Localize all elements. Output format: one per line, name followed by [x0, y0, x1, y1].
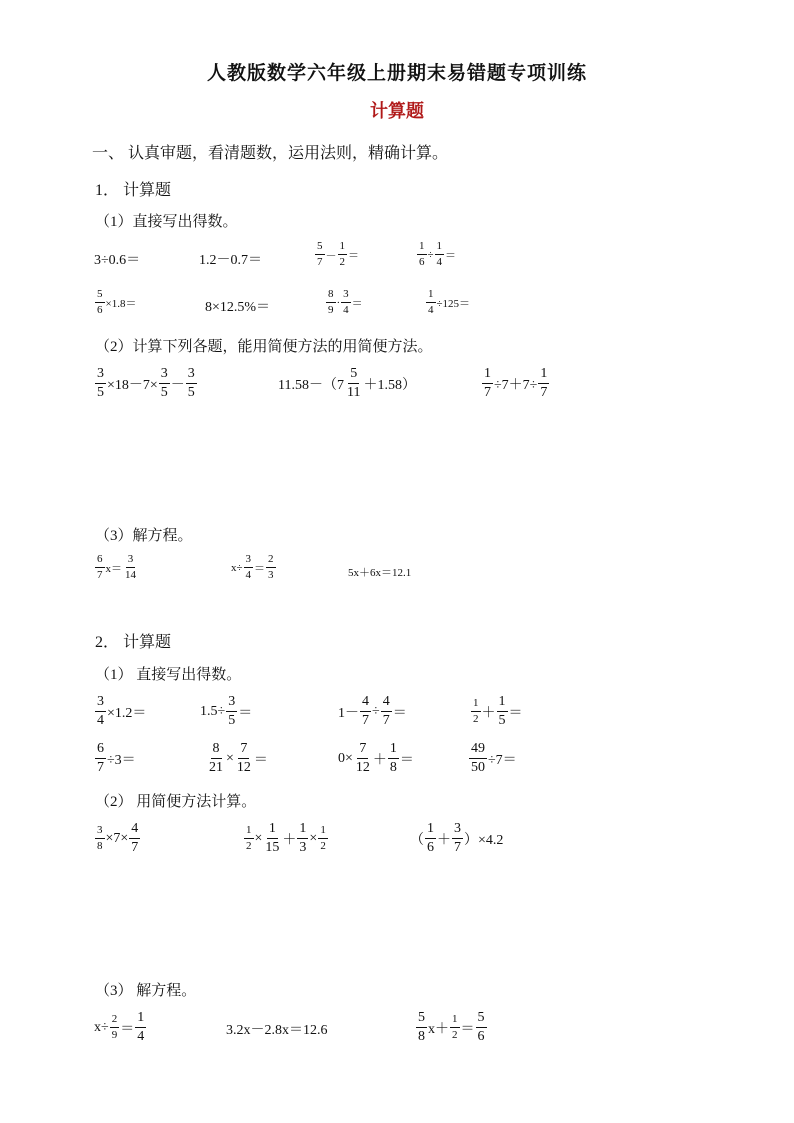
q2-calc-a: $\frac{3}{8}$ ×7× $\frac{4}{7}$: [97, 821, 139, 855]
q1-r1-c: $\frac{5}{7}$ － $\frac{1}{2}$ ＝: [317, 240, 359, 268]
page-subtitle: 计算题: [370, 101, 424, 121]
q2-calc-b: $\frac{1}{2}$ × $\frac{1}{15}$ ＋ $\frac{1}{3}$ × $\frac{1}{2}$: [246, 821, 326, 855]
q1-r2-d: $\frac{1}{4}$ ÷125＝: [428, 288, 471, 316]
q1-sub2-heading: （2）计算下列各题，能用简便方法的用简便方法。: [95, 339, 433, 355]
q1-eq-b: x÷ $\frac{3}{4}$ ＝ $\frac{2}{3}$: [231, 553, 274, 581]
q2-r1-a: $\frac{3}{4}$ ×1.2＝: [97, 694, 147, 728]
q1-r2-b: 8×12.5%＝: [205, 300, 271, 315]
q1-calc-b: 11.58－（7 $\frac{5}{11}$ ＋1.58）: [278, 366, 416, 400]
q2-r2-a: $\frac{6}{7}$ ÷3＝: [97, 741, 136, 775]
q2-sub1-heading: （1） 直接写出得数。: [95, 667, 242, 683]
q2-calc-c: （ $\frac{1}{6}$ ＋ $\frac{3}{7}$ ）×4.2: [410, 821, 504, 855]
q1-r1-b: 1.2－0.7＝: [199, 253, 262, 268]
q1-eq-c: 5x＋6x＝12.1: [348, 567, 412, 579]
q1-r2-c: $\frac{8}{9}$ · $\frac{3}{4}$ ＝: [328, 288, 363, 316]
q2-eq-c: $\frac{5}{8}$ x＋ $\frac{1}{2}$ ＝ $\frac{5}{6}$: [418, 1010, 485, 1044]
q2-r1-c: 1－ $\frac{4}{7}$ ÷ $\frac{4}{7}$ ＝: [338, 694, 407, 728]
q2-eq-b: 3.2x－2.8x＝12.6: [226, 1023, 328, 1038]
q2-r1-d: $\frac{1}{2}$ ＋ $\frac{1}{5}$ ＝: [473, 694, 523, 728]
q2-r2-d: $\frac{49}{50}$ ÷7＝: [471, 741, 517, 775]
q1-sub1-heading: （1）直接写出得数。: [95, 214, 238, 230]
q2-eq-a: x÷ $\frac{2}{9}$ ＝ $\frac{1}{4}$: [94, 1010, 145, 1044]
q2-r2-b: $\frac{8}{21}$ × $\frac{7}{12}$ ＝: [209, 741, 268, 775]
q2-sub3-heading: （3） 解方程。: [95, 983, 197, 999]
q2-r1-b: 1.5÷ $\frac{3}{5}$ ＝: [200, 694, 253, 728]
q1-r1-a: 3÷0.6＝: [94, 253, 141, 268]
q1-calc-a: $\frac{3}{5}$ ×18－7× $\frac{3}{5}$ － $\frac{3}{5}$: [97, 366, 195, 400]
q1-sub3-heading: （3）解方程。: [95, 528, 193, 544]
q1-calc-c: $\frac{1}{7}$ ÷7＋7÷ $\frac{1}{7}$: [484, 366, 548, 400]
page-title: 人教版数学六年级上册期末易错题专项训练: [206, 63, 587, 84]
question-2-label: 2． 计算题: [95, 634, 172, 651]
q2-r2-c: 0× $\frac{7}{12}$ ＋ $\frac{1}{8}$ ＝: [338, 741, 414, 775]
part-heading: 一、 认真审题，看清题数，运用法则，精确计算。: [92, 145, 449, 162]
q2-sub2-heading: （2） 用简便方法计算。: [95, 794, 257, 810]
question-1-label: 1． 计算题: [95, 182, 172, 199]
q1-r1-d: $\frac{1}{6}$ ÷ $\frac{1}{4}$ ＝: [419, 240, 457, 268]
q1-r2-a: $\frac{5}{6}$ ×1.8＝: [97, 288, 137, 316]
q1-eq-a: $\frac{6}{7}$ x＝ $\frac{3}{14}$: [97, 553, 136, 581]
